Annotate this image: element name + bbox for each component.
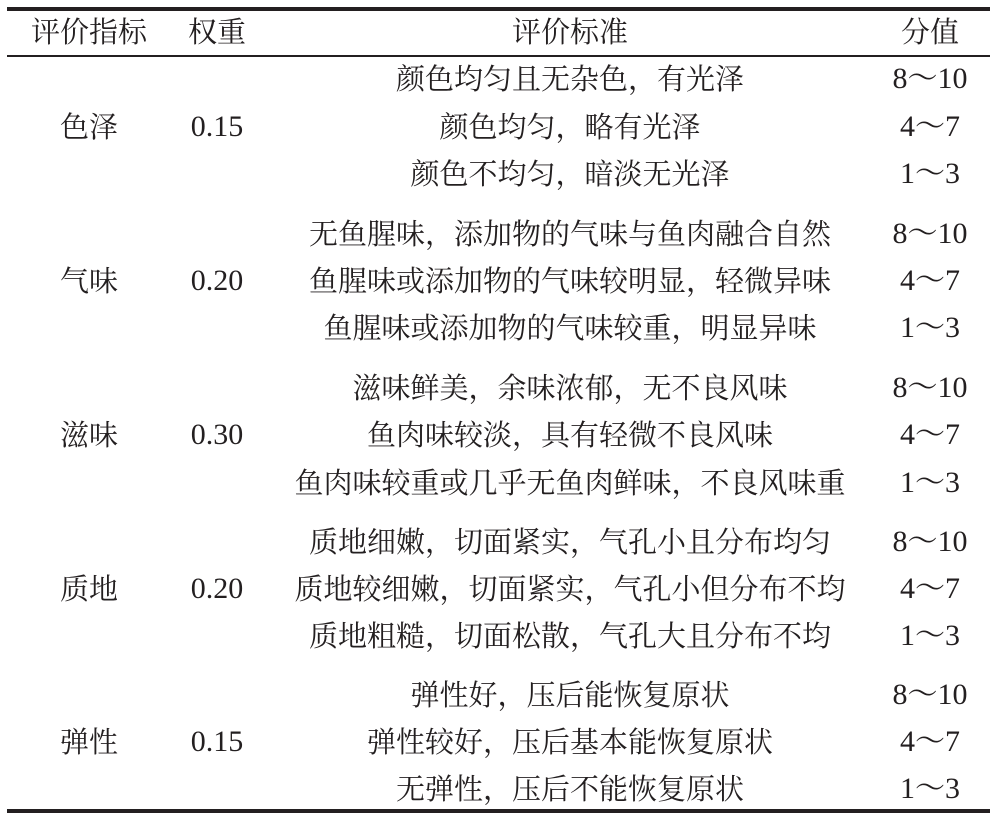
- criteria-text: 鱼肉味较淡，具有轻微不良风味: [366, 418, 774, 452]
- row-weight: 0.20: [190, 264, 244, 297]
- header-score: 分值: [900, 15, 960, 49]
- score-range: 1～3: [900, 311, 960, 344]
- criteria-text: 质地粗糙，切面松散，气孔大且分布不均: [308, 619, 832, 653]
- row-weight: 0.20: [190, 572, 244, 605]
- score-range: 4～7: [900, 418, 960, 451]
- table-top-rule: [7, 7, 990, 11]
- row-indicator: 质地: [59, 572, 119, 606]
- table-bottom-rule: [7, 809, 990, 813]
- criteria-text: 质地细嫩，切面紧实，气孔小且分布均匀: [308, 525, 832, 559]
- row-weight: 0.15: [190, 725, 244, 758]
- score-range: 8～10: [892, 62, 968, 95]
- score-range: 4～7: [900, 264, 960, 297]
- score-range: 8～10: [892, 678, 968, 711]
- header-criteria: 评价标准: [511, 15, 629, 49]
- criteria-text: 鱼腥味或添加物的气味较明显，轻微异味: [308, 264, 832, 298]
- score-range: 4～7: [900, 572, 960, 605]
- score-range: 1～3: [900, 619, 960, 652]
- score-range: 4～7: [900, 725, 960, 758]
- score-range: 1～3: [900, 466, 960, 499]
- criteria-text: 弹性好，压后能恢复原状: [410, 678, 730, 712]
- criteria-text: 颜色均匀，略有光泽: [439, 110, 701, 144]
- score-range: 8～10: [892, 217, 968, 250]
- row-weight: 0.30: [190, 418, 244, 451]
- criteria-text: 颜色均匀且无杂色，有光泽: [395, 62, 745, 96]
- header-weight: 权重: [187, 15, 247, 49]
- score-range: 1～3: [900, 157, 960, 190]
- criteria-text: 滋味鲜美，余味浓郁，无不良风味: [352, 371, 788, 405]
- row-indicator: 滋味: [59, 418, 119, 452]
- criteria-text: 颜色不均匀，暗淡无光泽: [410, 157, 730, 191]
- criteria-text: 无弹性，压后不能恢复原状: [395, 772, 745, 806]
- criteria-text: 弹性较好，压后基本能恢复原状: [366, 725, 774, 759]
- row-weight: 0.15: [190, 110, 244, 143]
- score-range: 8～10: [892, 525, 968, 558]
- criteria-text: 质地较细嫩，切面紧实，气孔小但分布不均: [294, 572, 846, 606]
- row-indicator: 色泽: [59, 110, 119, 144]
- score-range: 4～7: [900, 110, 960, 143]
- row-indicator: 气味: [59, 264, 119, 298]
- criteria-text: 鱼腥味或添加物的气味较重，明显异味: [323, 311, 817, 345]
- header-indicator: 评价指标: [30, 15, 148, 49]
- row-indicator: 弹性: [59, 725, 119, 759]
- criteria-text: 鱼肉味较重或几乎无鱼肉鲜味，不良风味重: [294, 466, 846, 500]
- score-range: 1～3: [900, 772, 960, 805]
- header-rule: [7, 55, 990, 57]
- score-range: 8～10: [892, 371, 968, 404]
- criteria-text: 无鱼腥味，添加物的气味与鱼肉融合自然: [308, 217, 832, 251]
